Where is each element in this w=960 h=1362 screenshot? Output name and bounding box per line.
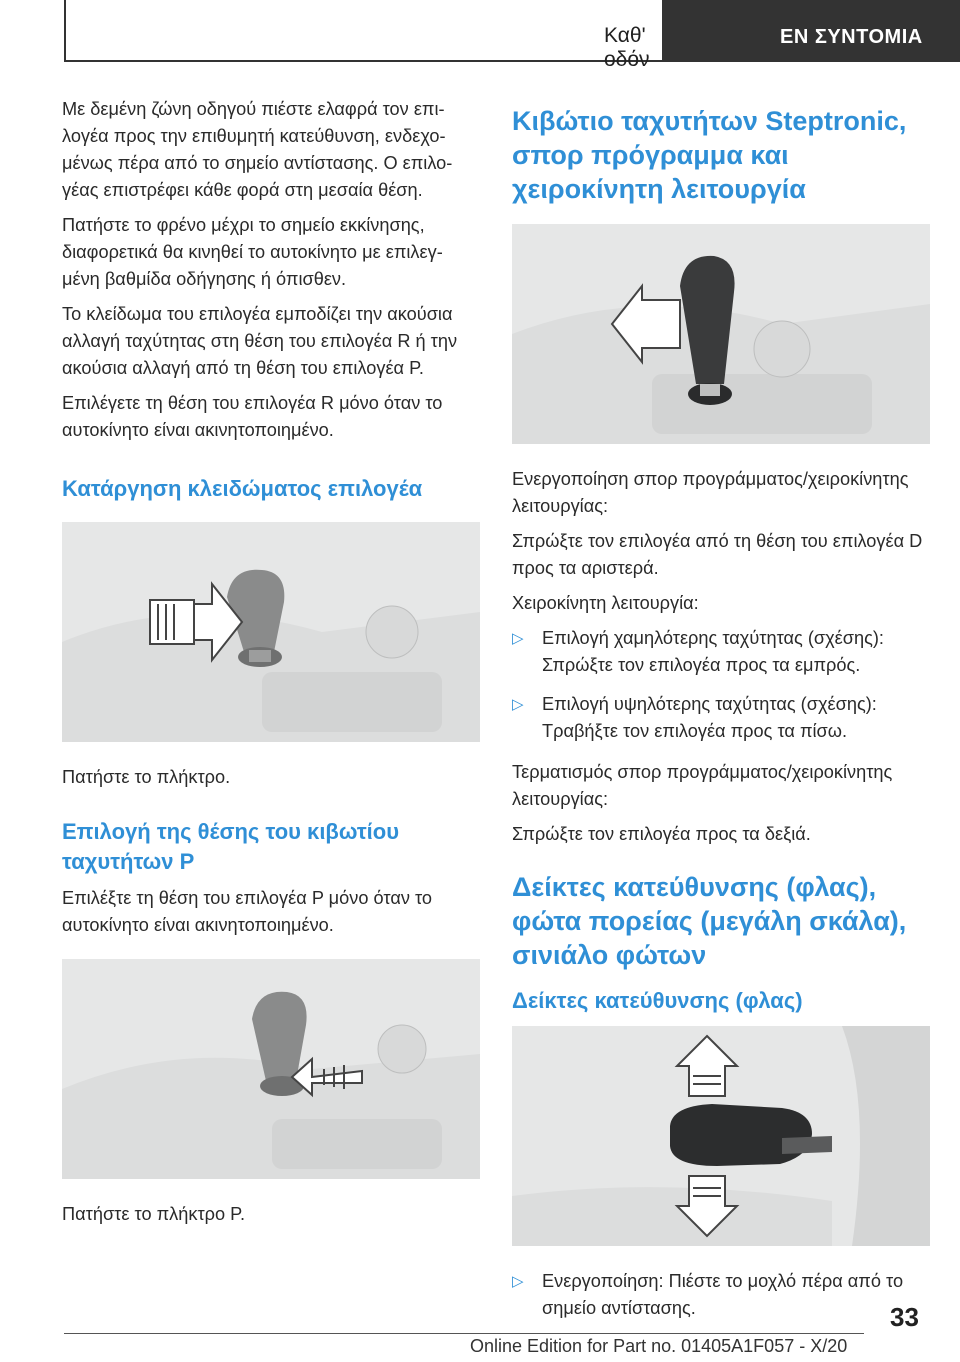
caption-unlock: Πατήστε το πλήκτρο. (62, 767, 231, 787)
paragraph: Πατήστε το φρένο μέχρι το σημείο εκκίνησης, διαφορετικά θα κινηθεί το αυτοκίνητο με επιλεγ-μένη βαθμίδα οδήγησης ή όπισθεν. (62, 215, 443, 289)
list-item (512, 691, 930, 745)
paragraph: Τερματισμός σπορ προγράμματος/χειροκίνητης λειτουργίας: (512, 762, 893, 809)
paragraph: Με δεμένη ζώνη οδηγού πιέστε ελαφρά τον επι-λογέα προς την επιθυμητή κατεύθυνση, ενδεχο-μένως πέρα από το σημείο αντίστασης. Ο επιλο-γέας επιστρέφει κάθε φορά στη μεσαία θέση. (62, 99, 453, 200)
paragraph: Επιλέξτε τη θέση του επιλογέα P μόνο όταν το αυτοκίνητο είναι ακινητοποιημένο. (62, 888, 433, 935)
heading-steptronic: Κιβώτιο ταχυτήτων Steptronic, σπορ πρόγραμμα και χειροκίνητη λειτουργία (512, 106, 907, 204)
figure-steptronic (512, 224, 930, 444)
header-tab-chapter-label: ΕΝ ΣΥΝΤΟΜΙΑ (780, 26, 923, 48)
paragraph: Το κλείδωμα του επιλογέα εμποδίζει την ακούσια αλλαγή ταχύτητας στη θέση του επιλογέα R ή την ακούσια αλλαγή από τη θέση του επιλογέα P. (62, 304, 458, 378)
triangle-bullet-icon: ▷ (512, 696, 524, 713)
page-number: 33 (890, 1302, 919, 1332)
heading-unlock-selector: Κατάργηση κλειδώματος επιλογέα (62, 476, 423, 501)
list-item (512, 625, 930, 679)
list-item-text: Επιλογή υψηλότερης ταχύτητας (σχέσης): Τραβήξτε τον επιλογέα προς τα πίσω. (542, 694, 877, 741)
list-item-text: Ενεργοποίηση: Πιέστε το μοχλό πέρα από το σημείο αντίστασης. (542, 1271, 904, 1318)
paragraph: Σπρώξτε τον επιλογέα προς τα δεξιά. (512, 824, 811, 844)
header-tab-section[interactable] (66, 0, 662, 71)
right-column (512, 104, 930, 1334)
heading-indicators: Δείκτες κατεύθυνσης (φλας), φώτα πορείας (μεγάλη σκάλα), σινιάλο φώτων (512, 872, 907, 970)
footer-divider (64, 1333, 864, 1334)
figure-park-button (62, 959, 480, 1179)
heading-turn-signals: Δείκτες κατεύθυνσης (φλας) (512, 988, 803, 1013)
header-tab-section-label: Καθ' οδόν (604, 24, 650, 71)
list-item-text: Επιλογή χαμηλότερης ταχύτητας (σχέσης): Σπρώξτε τον επιλογέα προς τα εμπρός. (542, 628, 884, 675)
paragraph: Ενεργοποίηση σπορ προγράμματος/χειροκίνητης λειτουργίας: (512, 469, 909, 516)
figure-selector-unlock (62, 522, 480, 742)
footer-edition: Online Edition for Part no. 01405A1F057 - X/20 (470, 1336, 848, 1356)
caption-park: Πατήστε το πλήκτρο P. (62, 1204, 246, 1224)
turn-signal-list (512, 1268, 930, 1322)
list-item (512, 1268, 930, 1322)
paragraph: Επιλέγετε τη θέση του επιλογέα R μόνο όταν το αυτοκίνητο είναι ακινητοποιημένο. (62, 393, 443, 440)
left-column (62, 96, 480, 1236)
paragraph: Σπρώξτε τον επιλογέα από τη θέση του επιλογέα D προς τα αριστερά. (512, 531, 923, 578)
triangle-bullet-icon: ▷ (512, 630, 524, 647)
header-tab-chapter[interactable] (662, 0, 960, 62)
figure-turn-signal-lever (512, 1026, 930, 1246)
heading-park-position: Επιλογή της θέσης του κιβωτίου ταχυτήτων P (62, 819, 400, 874)
manual-mode-list (512, 625, 930, 745)
paragraph: Χειροκίνητη λειτουργία: (512, 593, 699, 613)
triangle-bullet-icon: ▷ (512, 1273, 524, 1290)
